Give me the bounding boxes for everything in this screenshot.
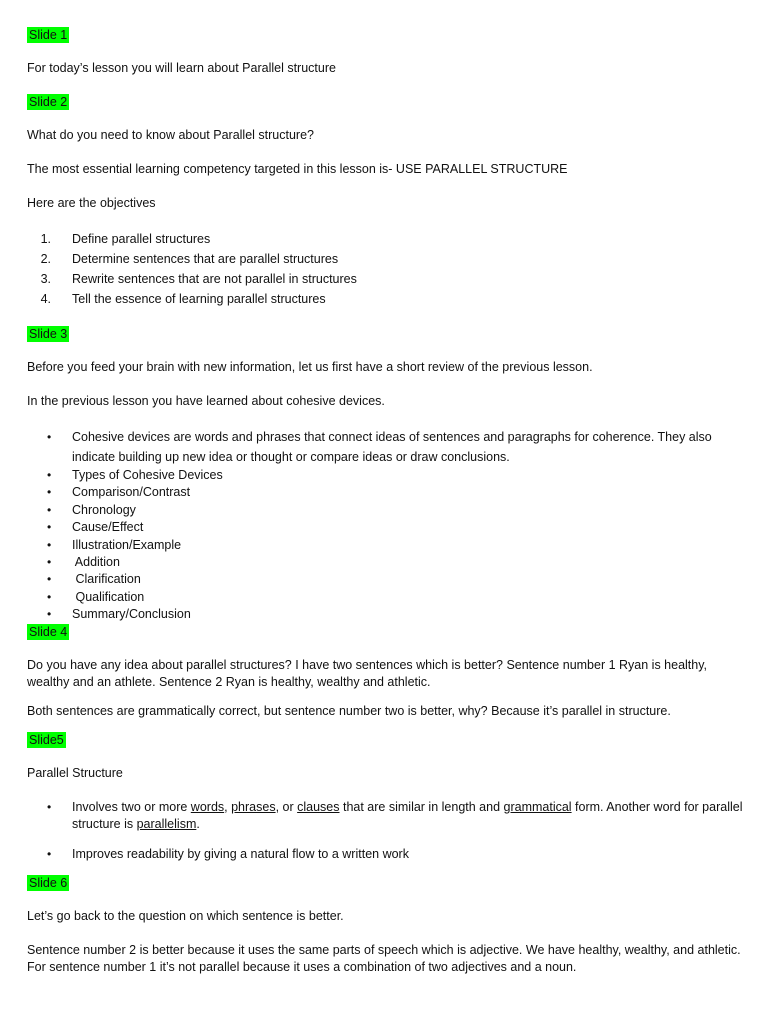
review-intro: Before you feed your brain with new information, let us first have a short review of the previous lesson. <box>27 360 593 374</box>
section-heading: Parallel Structure <box>27 765 123 780</box>
list-item: • Illustration/Example <box>47 537 182 552</box>
list-item: • Cohesive devices are words and phrases that connect ideas of sentences and paragraphs for coherence. They also indicate building up new idea or thought or compare ideas or draw conclusions. <box>47 430 712 464</box>
list-item: 1. Define parallel structures <box>40 232 211 246</box>
list-item: • Cause/Effect <box>47 520 144 535</box>
list-item: • Types of Cohesive Devices <box>47 468 223 482</box>
document-page <box>27 27 747 993</box>
sentences-question: Do you have any idea about parallel structures? I have two sentences which is better? Sentence number 1 Ryan is healthy, wealthy and an athlete. Sentence 2 Ryan is healthy, wealthy and athletic. <box>27 657 708 689</box>
parallel-structure-list <box>27 799 747 864</box>
final-explanation: Sentence number 2 is better because it uses the same parts of speech which is adjective. We have healthy, wealthy, and athletic. For sentence number 1 it’s not parallel because it uses a combination of two adjectives and a noun. <box>27 942 741 974</box>
slide-1-marker <box>27 27 747 43</box>
list-item: • Clarification <box>47 572 141 587</box>
slide-6-marker <box>27 875 747 891</box>
list-item: 2. Determine sentences that are parallel structures <box>40 252 339 266</box>
parallel-question: What do you need to know about Parallel structure? <box>27 128 314 142</box>
slide-label: Slide 1 <box>29 28 68 42</box>
list-item: • Addition <box>47 555 120 570</box>
objectives-list <box>27 229 747 309</box>
list-item: • Chronology <box>47 502 136 517</box>
previous-lesson: In the previous lesson you have learned about cohesive devices. <box>27 394 385 408</box>
list-item: 4. Tell the essence of learning parallel structures <box>40 292 326 306</box>
revisit-question: Let’s go back to the question on which sentence is better. <box>27 908 344 923</box>
slide-label: Slide5 <box>29 732 64 747</box>
cohesive-types-list <box>27 467 747 624</box>
slide-4-marker <box>27 624 747 640</box>
list-item: • Summary/Conclusion <box>47 607 191 622</box>
lesson-intro: For today’s lesson you will learn about Parallel structure <box>27 61 336 75</box>
objectives-intro: Here are the objectives <box>27 196 156 210</box>
list-item: • Comparison/Contrast <box>47 485 191 500</box>
list-item: • Improves readability by giving a natural flow to a written work <box>47 846 409 861</box>
slide-label: Slide 6 <box>29 875 68 890</box>
list-item: • Qualification <box>47 589 145 604</box>
sentences-answer: Both sentences are grammatically correct, but sentence number two is better, why? Because it’s parallel in structure. <box>27 703 671 718</box>
slide-5-marker <box>27 732 747 748</box>
slide-label: Slide 2 <box>29 95 68 109</box>
list-item: 3. Rewrite sentences that are not parallel in structures <box>40 272 357 286</box>
slide-3-marker <box>27 326 747 342</box>
learning-competency: The most essential learning competency targeted in this lesson is- USE PARALLEL STRUCTURE <box>27 162 568 176</box>
slide-label: Slide 3 <box>29 327 68 341</box>
cohesive-definition-list <box>27 427 747 467</box>
slide-2-marker <box>27 94 747 110</box>
slide-label: Slide 4 <box>29 624 68 639</box>
list-item: • Involves two or more words, phrases, or clauses that are similar in length and grammatical form. Another word for parallel structure is parallelism. <box>47 799 743 831</box>
